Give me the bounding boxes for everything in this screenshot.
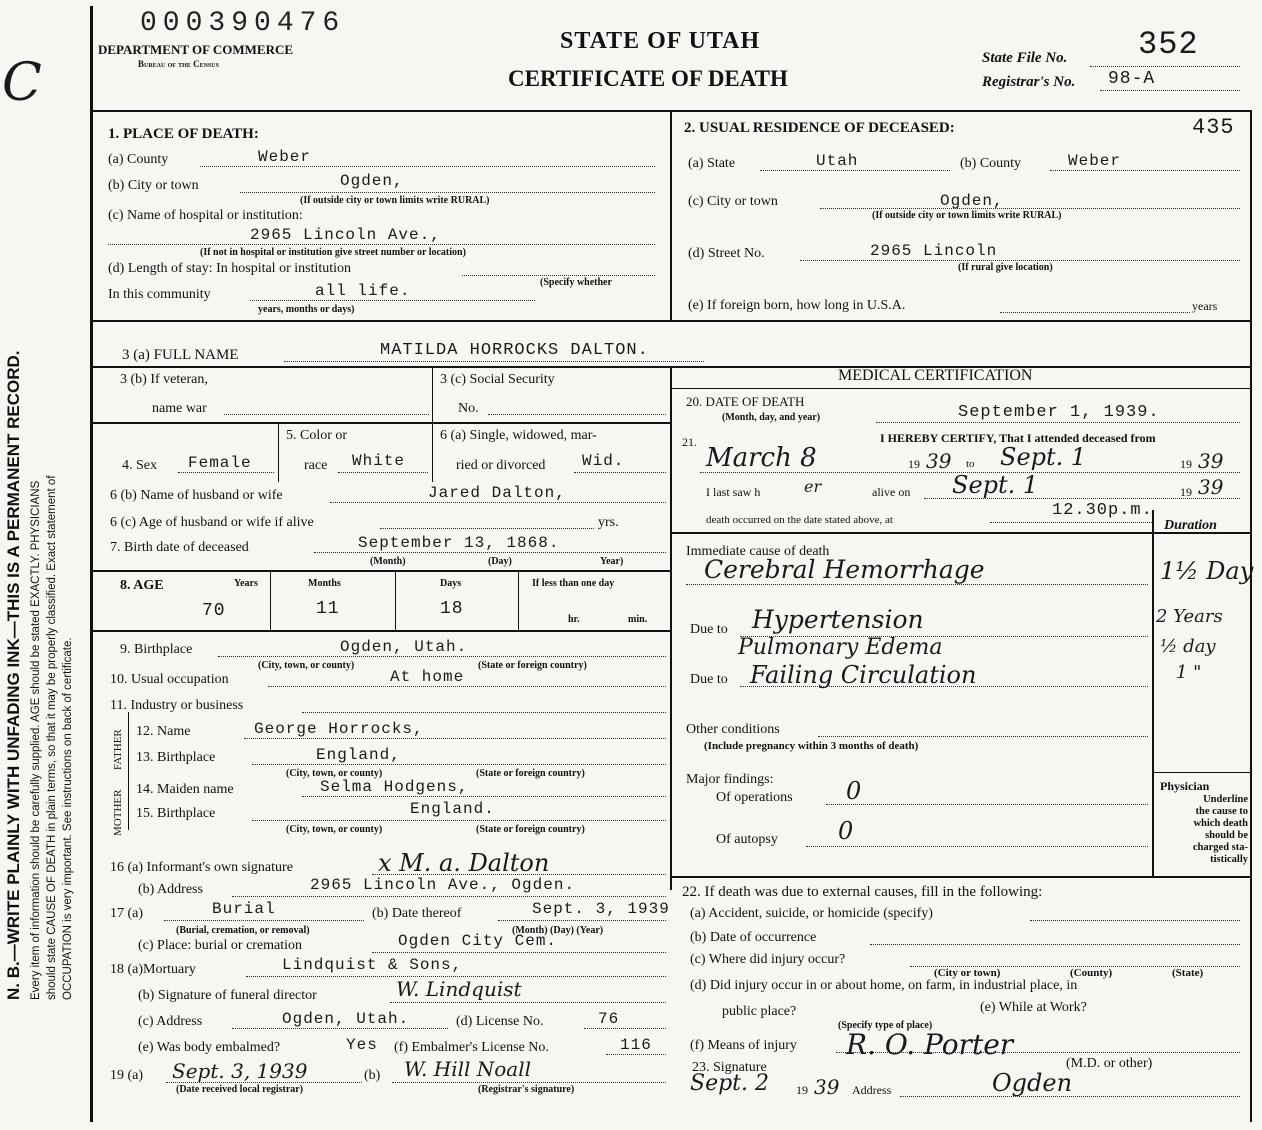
race-line [338, 472, 428, 473]
marital-value: Wid. [582, 452, 625, 470]
pod-city-note: (If outside city or town limits write RURAL) [300, 195, 490, 206]
signature-year-prefix: 19 [796, 1083, 808, 1097]
signature-address-line [900, 1096, 1240, 1097]
age-col2 [395, 570, 396, 630]
pod-county-label: (a) County [108, 152, 169, 167]
mother-name-value: Selma Hodgens, [320, 778, 469, 796]
center-divider [670, 366, 672, 890]
mother-state-note: (State or foreign country) [476, 824, 585, 835]
spouse-age-suffix: yrs. [598, 515, 619, 530]
received-label: 19 (a) [110, 1068, 144, 1083]
cause-4-line [740, 686, 1148, 687]
mother-name-label: 14. Maiden name [136, 782, 234, 797]
burial-date-label: (b) Date thereof [372, 906, 462, 921]
death-date-value: September 1, 1939. [958, 403, 1160, 422]
physician-box-title: Physician [1160, 779, 1210, 793]
mother-birth-line [252, 820, 666, 821]
burial-date-note: (Month) (Day) (Year) [512, 925, 604, 936]
alive-year-value: 39 [1198, 475, 1224, 499]
pod-stay-label: (d) Length of stay: In hospital or institution [108, 261, 352, 276]
race-col-right [432, 422, 433, 482]
operations-value: 0 [846, 777, 862, 805]
pod-hospital-value: 2965 Lincoln Ave., [250, 226, 441, 244]
age-years-value: 70 [202, 601, 226, 621]
attended-from-value: March 8 [706, 443, 817, 473]
signature-md-label: (M.D. or other) [1066, 1056, 1153, 1071]
registrar-line [1100, 90, 1240, 91]
last-saw-label: I last saw h [706, 485, 761, 499]
occupation-label: 10. Usual occupation [110, 672, 229, 687]
registrar-label: Registrar's No. [982, 74, 1076, 90]
marital-label-2: ried or divorced [456, 458, 546, 473]
mother-birth-value: England. [410, 800, 495, 818]
certificate-title: CERTIFICATE OF DEATH [508, 66, 788, 91]
res-state-line [760, 170, 950, 171]
war-label: name war [152, 401, 207, 416]
embalmer-line [606, 1054, 666, 1055]
birth-month-note: (Month) [370, 556, 406, 567]
fullname-line [284, 361, 704, 362]
row-8-top [90, 570, 670, 572]
certify-text: I HEREBY CERTIFY, That I attended deceased from [880, 431, 1156, 445]
birth-day-note: (Day) [488, 556, 512, 567]
burial-place-value: Ogden City Cem. [398, 932, 558, 950]
occupation-value: At home [390, 668, 465, 686]
marital-label: 6 (a) Single, widowed, mar- [440, 428, 597, 443]
autopsy-label: Of autopsy [716, 832, 778, 847]
mother-city-note: (City, town, or county) [286, 824, 383, 835]
color-label: 5. Color or [286, 428, 348, 443]
external-e-label: (e) While at Work? [980, 1000, 1087, 1015]
registrar-sig-value: W. Hill Noall [404, 1057, 532, 1081]
father-name-line [244, 738, 666, 739]
birthplace-value: Ogden, Utah. [340, 638, 468, 656]
signature-year: 39 [814, 1075, 840, 1099]
immediate-cause-value: Cerebral Hemorrhage [704, 555, 985, 584]
director-line [390, 1002, 666, 1003]
birth-year-note: Year) [600, 556, 624, 567]
res-city-value: Ogden, [940, 192, 1004, 210]
cause-3-value: Pulmonary Edema [738, 635, 943, 660]
mortuary-label: 18 (a)Mortuary [110, 962, 196, 977]
birthplace-line [218, 656, 666, 657]
informant-sig-label: 16 (a) Informant's own signature [110, 860, 293, 875]
license-line [584, 1028, 666, 1029]
due-to-label-2: Due to [690, 672, 728, 687]
mother-side-label: MOTHER [112, 789, 124, 836]
pod-years-note: years, months or days) [258, 304, 355, 315]
physician-box-top [1152, 772, 1250, 773]
res-street-label: (d) Street No. [688, 246, 765, 261]
department-label: DEPARTMENT OF COMMERCE [98, 42, 294, 57]
age-months-label: Months [308, 578, 341, 589]
autopsy-line [806, 846, 1148, 847]
autopsy-value: 0 [838, 817, 854, 845]
external-d-label: (d) Did injury occur in or about home, on farm, in industrial place, in [690, 978, 1078, 993]
fullname-value: MATILDA HORROCKS DALTON. [380, 341, 649, 360]
burial-date-value: Sept. 3, 1939 [532, 900, 670, 918]
age-hr-label: hr. [568, 614, 580, 625]
res-city-note: (If outside city or town limits write RURAL) [872, 210, 1062, 221]
father-name-value: George Horrocks, [254, 720, 424, 738]
external-f-label: (f) Means of injury [690, 1038, 797, 1053]
pod-county-line [200, 166, 655, 167]
physician-note-line: should be [1205, 830, 1248, 841]
race-label: race [304, 458, 328, 473]
other-conditions-line [818, 736, 1148, 737]
pod-specify-note: (Specify whether [540, 277, 612, 288]
row-8-bottom [90, 630, 670, 632]
pod-city-line [240, 192, 655, 193]
sidebar-notice-line4: OCCUPATION is very important. See instructions on back of certificate. [62, 637, 74, 1000]
father-birth-label: 13. Birthplace [136, 750, 216, 765]
from-year-value: 39 [926, 449, 952, 473]
death-date-line [876, 422, 1240, 423]
received-value: Sept. 3, 1939 [172, 1059, 308, 1083]
occupation-line [268, 686, 666, 687]
from-year-prefix: 19 [908, 457, 920, 471]
medical-head-bottom [670, 388, 1250, 389]
industry-label: 11. Industry or business [110, 698, 244, 713]
spouse-age-label: 6 (c) Age of husband or wife if alive [110, 515, 314, 530]
external-d-label-2: public place? [722, 1004, 797, 1019]
pod-hospital-note: (If not in hospital or institution give street number or location) [200, 247, 466, 258]
death-date-note: (Month, day, and year) [722, 412, 821, 423]
duration-col [1152, 510, 1154, 876]
to-year-value: 39 [1198, 449, 1224, 473]
industry-line [302, 712, 666, 713]
external-specify-note: (Specify type of place) [838, 1020, 933, 1031]
burial-line [164, 920, 364, 921]
res-foreign-label: (e) If foreign born, how long in U.S.A. [688, 298, 906, 313]
received-note: (Date received local registrar) [176, 1084, 304, 1095]
embalmer-value: 116 [620, 1036, 652, 1054]
pod-hospital-label: (c) Name of hospital or institution: [108, 208, 303, 223]
cause-3-duration: ½ day [1160, 636, 1216, 657]
father-city-note: (City, town, or county) [286, 768, 383, 779]
physician-note-line: which death [1193, 818, 1248, 829]
res-city-line [820, 208, 1240, 209]
sex-value: Female [188, 454, 252, 472]
spouse-value: Jared Dalton, [428, 484, 566, 502]
residence-corner-number: 435 [1192, 115, 1235, 140]
ss-label: 3 (c) Social Security [440, 372, 555, 387]
race-value: White [352, 452, 406, 470]
alive-year-prefix: 19 [1180, 485, 1192, 499]
father-birth-value: England, [316, 746, 401, 764]
burial-note: (Burial, cremation, or removal) [176, 925, 310, 936]
margin-c-mark: C [2, 53, 42, 113]
res-street-note: (If rural give location) [958, 262, 1053, 273]
director-value: W. Lindquist [396, 977, 522, 1001]
parent-bracket [128, 712, 129, 830]
sec1-bottom [90, 320, 1250, 322]
registrar-sig-note: (Registrar's signature) [478, 1084, 575, 1095]
informant-address-line [232, 896, 666, 897]
birth-date-line [314, 552, 666, 553]
war-line [224, 414, 429, 415]
medical-causes-bottom [670, 876, 1250, 878]
sidebar-notice-main: N. B.—WRITE PLAINLY WITH UNFADING INK—THIS IS A PERMANENT RECORD. [4, 350, 23, 1000]
pod-county-value: Weber [258, 148, 312, 166]
embalmer-label: (f) Embalmer's License No. [394, 1040, 549, 1055]
physician-box-note [1156, 794, 1248, 866]
informant-address-label: (b) Address [138, 882, 203, 897]
external-county-note: (County) [1070, 967, 1113, 979]
external-a-line [1030, 920, 1240, 921]
immediate-duration: 1½ Day [1160, 557, 1254, 585]
mortuary-address-line [232, 1028, 448, 1029]
pod-stay-line [462, 275, 655, 276]
spouse-line [330, 502, 666, 503]
father-side-label: FATHER [112, 729, 124, 770]
external-b-line [870, 944, 1240, 945]
birthplace-label: 9. Birthplace [120, 642, 193, 657]
res-foreign-line [1000, 312, 1190, 313]
pod-community-label: In this community [108, 287, 211, 302]
medical-cert-bottom [670, 532, 1250, 534]
father-birth-line [252, 764, 666, 765]
age-days-value: 18 [440, 599, 464, 619]
birthplace-state-note: (State or foreign country) [478, 660, 587, 671]
other-conditions-note: (Include pregnancy within 3 months of death) [704, 740, 919, 752]
external-city-note: (City or town) [934, 967, 1001, 979]
sec1-divider [670, 110, 672, 320]
father-state-note: (State or foreign country) [476, 768, 585, 779]
received-line [166, 1082, 362, 1083]
burial-place-line [372, 952, 666, 953]
death-time-value: 12.30p.m. [1052, 501, 1153, 520]
last-saw-her: er [804, 477, 822, 496]
license-label: (d) License No. [456, 1014, 544, 1029]
age-label: 8. AGE [120, 578, 164, 593]
ss-no-label: No. [458, 401, 479, 416]
main-border-left [90, 6, 93, 1122]
fullname-label: 3 (a) FULL NAME [122, 347, 239, 363]
physician-note-line: charged sta- [1192, 842, 1248, 853]
burial-place-label: (c) Place: burial or cremation [138, 938, 303, 953]
external-c-label: (c) Where did injury occur? [690, 952, 846, 967]
res-state-value: Utah [816, 152, 859, 170]
pod-city-label: (b) City or town [108, 178, 199, 193]
alive-value: Sept. 1 [952, 471, 1039, 499]
residence-heading: 2. USUAL RESIDENCE OF DECEASED: [684, 120, 955, 136]
license-value: 76 [598, 1010, 620, 1028]
cause-2-value: Hypertension [752, 605, 924, 634]
physician-note-line: Underline [1203, 794, 1248, 805]
death-date-label: 20. DATE OF DEATH [686, 394, 805, 409]
certificate-stamp-number: 000390476 [140, 8, 346, 39]
burial-label: 17 (a) [110, 906, 144, 921]
pod-hospital-line [108, 244, 655, 245]
signature-label: 23. Signature [692, 1060, 767, 1075]
age-months-value: 11 [316, 599, 340, 619]
age-days-label: Days [440, 578, 462, 589]
res-county-value: Weber [1068, 152, 1122, 170]
registrar-sig-line [392, 1082, 666, 1083]
signature-value: R. O. Porter [846, 1028, 1014, 1061]
sidebar-notice-line3: should state CAUSE OF DEATH in plain terms, so that it may be properly classified. Exact statement of [46, 475, 58, 1000]
major-findings-label: Major findings: [686, 772, 774, 787]
bureau-label: Bureau of the Census [138, 59, 219, 69]
external-state-note: (State) [1172, 967, 1204, 979]
mother-name-line [302, 796, 666, 797]
mortuary-address-value: Ogden, Utah. [282, 1010, 410, 1028]
state-title: STATE OF UTAH [560, 28, 761, 54]
external-b-label: (b) Date of occurrence [690, 930, 817, 945]
other-conditions-label: Other conditions [686, 722, 780, 737]
burial-date-line [498, 920, 666, 921]
age-min-label: min. [628, 614, 648, 625]
age-years-label: Years [234, 578, 258, 589]
res-street-value: 2965 Lincoln [870, 242, 998, 260]
registrar-sig-label: (b) [364, 1068, 381, 1083]
sidebar-notice-line2: Every item of information should be carefully supplied. AGE should be stated EXACTLY. PHYSICIANS [30, 480, 42, 1000]
father-name-label: 12. Name [136, 724, 191, 739]
main-border-right [1250, 110, 1252, 1122]
mortuary-value: Lindquist & Sons, [282, 956, 463, 974]
attended-to-value: Sept. 1 [1000, 443, 1087, 471]
cause-4-value: Failing Circulation [750, 661, 977, 689]
age-lessday-label: If less than one day [532, 578, 615, 589]
informant-address-value: 2965 Lincoln Ave., Ogden. [310, 876, 576, 894]
registrar-value: 98-A [1108, 69, 1156, 89]
operations-label: Of operations [716, 790, 793, 805]
medical-heading: MEDICAL CERTIFICATION [838, 367, 1033, 384]
to-year-prefix: 19 [1180, 457, 1192, 471]
informant-sig-line [372, 874, 666, 875]
duration-label: Duration [1164, 518, 1217, 533]
alive-label: alive on [872, 485, 911, 499]
item-21-label: 21. [682, 435, 697, 449]
ss-line [488, 414, 666, 415]
sex-label: 4. Sex [122, 458, 157, 473]
res-state-label: (a) State [688, 156, 736, 171]
birthplace-city-note: (City, town, or county) [258, 660, 355, 671]
mother-birth-label: 15. Birthplace [136, 806, 216, 821]
pod-community-value: all life. [315, 282, 411, 300]
place-of-death-heading: 1. PLACE OF DEATH: [108, 126, 259, 142]
birth-date-value: September 13, 1868. [358, 534, 560, 552]
embalmed-label: (e) Was body embalmed? [138, 1040, 281, 1055]
res-street-line [800, 260, 1240, 261]
alive-line [924, 498, 1240, 499]
signature-date: Sept. 2 [690, 1071, 769, 1096]
pod-community-line [250, 300, 535, 301]
external-a-label: (a) Accident, suicide, or homicide (specify) [690, 906, 933, 921]
res-city-label: (c) City or town [688, 194, 778, 209]
director-label: (b) Signature of funeral director [138, 988, 317, 1003]
physician-note-line: the cause to [1195, 806, 1248, 817]
signature-address-value: Ogden [992, 1069, 1073, 1097]
spouse-label: 6 (b) Name of husband or wife [110, 488, 283, 503]
spouse-age-line [380, 528, 594, 529]
physician-note-line: tistically [1210, 854, 1248, 865]
external-heading: 22. If death was due to external causes, fill in the following: [682, 884, 1043, 900]
sex-line [178, 472, 274, 473]
cause-4-duration: 1 " [1176, 662, 1202, 683]
operations-line [826, 804, 1148, 805]
to-word: to [966, 458, 975, 470]
informant-sig-value: x M. a. Dalton [378, 849, 550, 877]
due-to-label-1: Due to [690, 622, 728, 637]
state-file-value: 352 [1138, 26, 1199, 63]
age-col3 [518, 570, 519, 630]
res-county-label: (b) County [960, 156, 1022, 171]
marital-line [574, 472, 666, 473]
mortuary-address-label: (c) Address [138, 1014, 203, 1029]
embalmed-value: Yes [346, 1036, 378, 1054]
race-col-left [278, 422, 279, 482]
birth-date-label: 7. Birth date of deceased [110, 540, 249, 555]
age-col1 [270, 570, 271, 630]
res-county-line [1050, 170, 1240, 171]
occurred-label: death occurred on the date stated above, at [706, 514, 893, 526]
res-foreign-suffix: years [1192, 299, 1218, 313]
state-file-line [1090, 66, 1240, 67]
state-file-label: State File No. [982, 50, 1068, 66]
veteran-label: 3 (b) If veteran, [120, 372, 208, 387]
immediate-cause-line [686, 584, 1148, 585]
signature-address-label: Address [852, 1083, 892, 1097]
ss-col [432, 366, 433, 422]
cause-2-duration: 2 Years [1156, 606, 1223, 627]
immediate-cause-label: Immediate cause of death [686, 544, 830, 559]
pod-city-value: Ogden, [340, 172, 404, 190]
burial-value: Burial [212, 900, 276, 918]
row-6a-top [90, 422, 670, 424]
time-line [990, 522, 1152, 523]
